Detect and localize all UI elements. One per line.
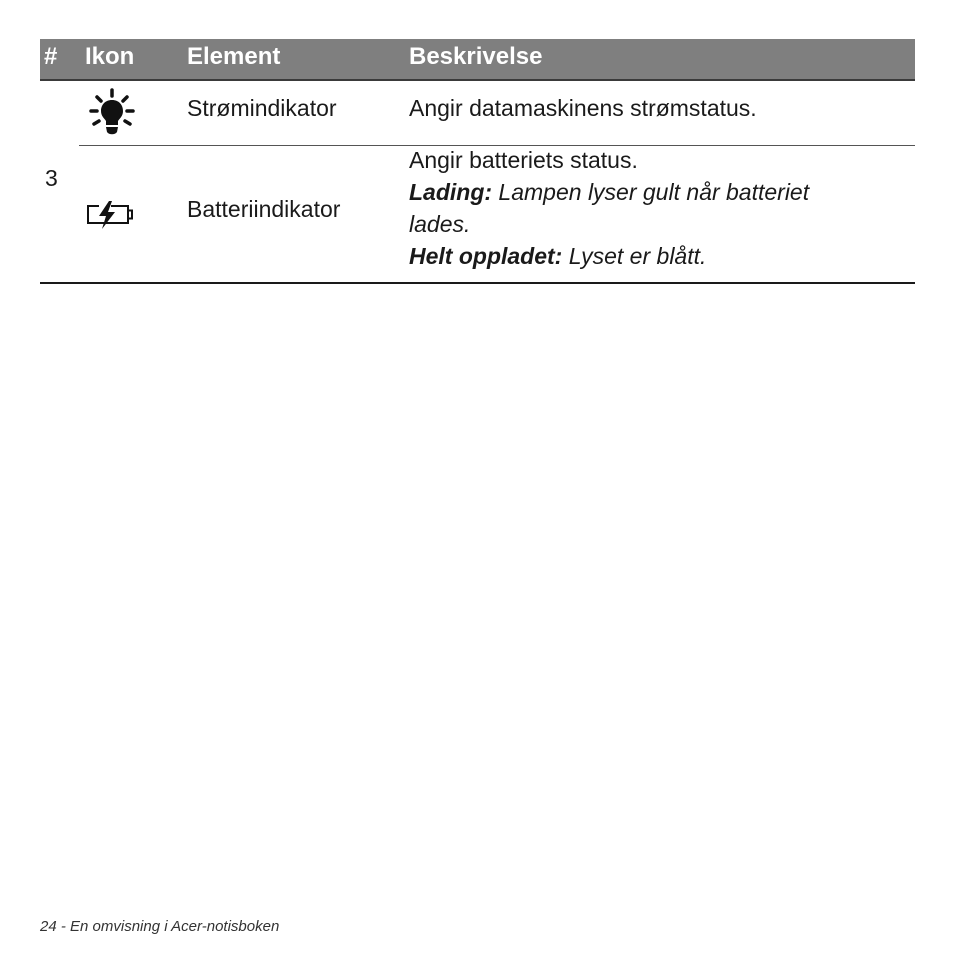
element-battery-indicator: Batteriindikator	[187, 196, 341, 222]
table-header	[40, 39, 915, 81]
header-number: #	[44, 43, 58, 70]
table-body	[40, 81, 915, 284]
header-element: Element	[187, 43, 281, 70]
charging-text-continued: lades.	[409, 211, 471, 237]
charging-line	[409, 176, 909, 208]
header-icon: Ikon	[85, 43, 135, 70]
description-power-indicator: Angir datamaskinens strømstatus.	[409, 95, 757, 121]
charging-label: Lading:	[409, 179, 493, 205]
row-number: 3	[45, 165, 58, 191]
battery-status-line: Angir batteriets status.	[409, 147, 638, 173]
description-battery-indicator	[409, 144, 909, 272]
element-power-indicator: Strømindikator	[187, 95, 337, 121]
battery-charging-icon	[86, 199, 136, 231]
fully-charged-line	[409, 240, 909, 272]
components-table	[40, 39, 915, 284]
fully-charged-label: Helt oppladet:	[409, 243, 563, 269]
header-description: Beskrivelse	[409, 43, 543, 70]
page-footer: 24 - En omvisning i Acer-notisboken	[40, 918, 280, 935]
fully-charged-text: Lyset er blått.	[562, 243, 707, 269]
light-bulb-icon	[88, 87, 136, 139]
charging-text: Lampen lyser gult når batteriet	[492, 179, 810, 205]
